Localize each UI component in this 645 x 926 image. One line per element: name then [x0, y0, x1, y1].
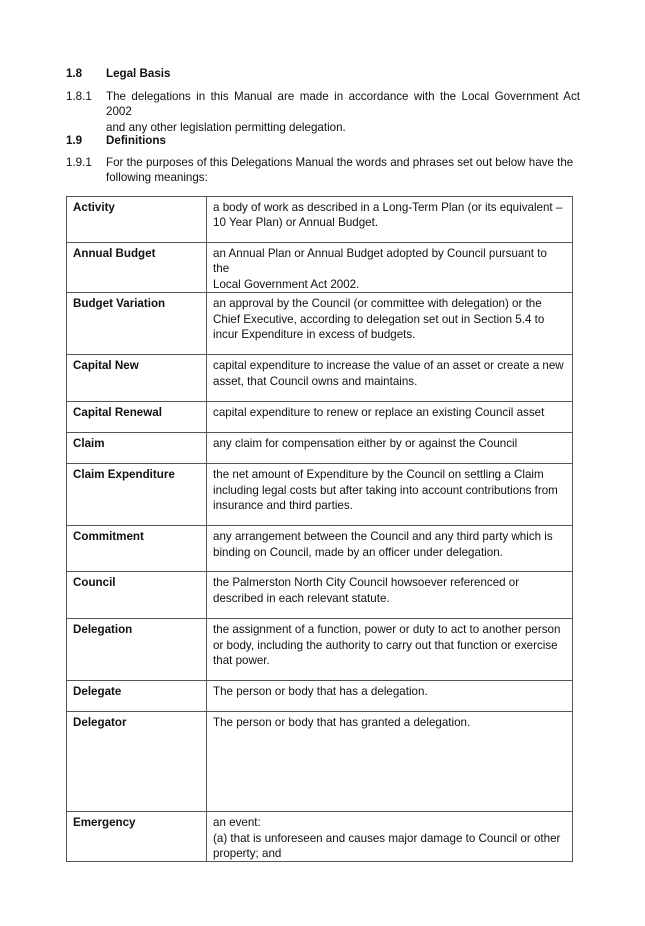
definition-line: a body of work as described in a Long-Term Plan (or its equivalent –: [213, 201, 563, 214]
definition-term: Budget Variation: [67, 293, 207, 355]
section-number: 1.9: [66, 134, 83, 147]
table-row: [67, 197, 573, 243]
section-number: 1.8: [66, 67, 83, 80]
definition-line: the net amount of Expenditure by the Council on settling a Claim: [213, 468, 544, 482]
definition-term: Capital New: [67, 355, 207, 402]
definition-text: [207, 197, 573, 243]
definition-line: binding on Council, made by an officer under delegation.: [213, 545, 503, 559]
definition-term: Activity: [67, 197, 207, 243]
definition-text: [207, 355, 573, 402]
definition-line: The person or body that has a delegation.: [213, 685, 428, 699]
definition-line: (a) that is unforeseen and causes major damage to Council or other: [213, 831, 561, 845]
definition-line: any claim for compensation either by or against the Council: [213, 437, 518, 451]
table-row: [67, 526, 573, 572]
table-row: [67, 681, 573, 712]
definition-term: Delegate: [67, 681, 207, 712]
definition-term: Claim: [67, 433, 207, 464]
definition-line: an approval by the Council (or committee with delegation) or the: [213, 297, 542, 311]
table-row: [67, 293, 573, 355]
definition-term: Delegation: [67, 619, 207, 681]
definition-line: insurance and third parties.: [213, 499, 353, 513]
section-title: Legal Basis: [106, 67, 171, 80]
definition-line: capital expenditure to renew or replace an existing Council asset: [213, 406, 545, 420]
definition-line: any arrangement between the Council and any third party which is: [213, 530, 553, 544]
paragraph-line: For the purposes of this Delegations Manual the words and phrases set out below have the: [106, 156, 574, 169]
definition-text: [207, 681, 573, 712]
definition-line: property; and: [213, 847, 282, 861]
paragraph-text: [106, 155, 580, 186]
definition-line: or body, including the authority to carry out that function or exercise: [213, 638, 558, 652]
definition-text: [207, 572, 573, 619]
definition-term: Council: [67, 572, 207, 619]
definition-term: Delegator: [67, 712, 207, 812]
definition-text: [207, 619, 573, 681]
table-row: [67, 712, 573, 812]
definition-text: [207, 812, 573, 862]
paragraph-line: and any other legislation permitting delegation.: [106, 120, 346, 134]
paragraph-text: [106, 89, 580, 135]
definition-text: [207, 243, 573, 293]
paragraph-line: following meanings:: [106, 171, 208, 185]
definition-line: described in each relevant statute.: [213, 591, 390, 605]
definition-line: an Annual Plan or Annual Budget adopted by Council pursuant to the: [213, 247, 547, 276]
table-row: [67, 464, 573, 526]
table-row: [67, 619, 573, 681]
paragraph-line: The delegations in this Manual are made in accordance with the Local Government Act 2002: [106, 90, 580, 119]
paragraph-number: 1.9.1: [66, 156, 92, 169]
definition-text: [207, 464, 573, 526]
table-row: [67, 355, 573, 402]
definition-term: Emergency: [67, 812, 207, 862]
definition-text: [207, 402, 573, 433]
definition-text: [207, 293, 573, 355]
table-row: [67, 402, 573, 433]
definition-line: that power.: [213, 654, 270, 668]
table-row: [67, 433, 573, 464]
definition-line: capital expenditure to increase the value of an asset or create a new: [213, 359, 564, 373]
definition-line: Local Government Act 2002.: [213, 277, 360, 291]
definition-term: Capital Renewal: [67, 402, 207, 433]
definition-line: an event:: [213, 816, 261, 830]
table-row: [67, 243, 573, 293]
definition-line: Chief Executive, according to delegation set out in Section 5.4 to: [213, 312, 545, 326]
table-row: [67, 812, 573, 862]
definition-line: The person or body that has granted a delegation.: [213, 716, 471, 730]
section-title: Definitions: [106, 134, 166, 147]
definition-line: including legal costs but after taking into account contributions from: [213, 483, 558, 497]
definition-text: [207, 526, 573, 572]
definition-line: incur Expenditure in excess of budgets.: [213, 328, 416, 342]
definition-text: [207, 433, 573, 464]
paragraph-number: 1.8.1: [66, 90, 92, 103]
definition-term: Commitment: [67, 526, 207, 572]
definition-line: the Palmerston North City Council howsoever referenced or: [213, 576, 520, 590]
table-row: [67, 572, 573, 619]
definition-text: [207, 712, 573, 812]
definition-term: Claim Expenditure: [67, 464, 207, 526]
definitions-table: [66, 196, 573, 862]
definition-line: 10 Year Plan) or Annual Budget.: [213, 216, 379, 230]
definition-line: the assignment of a function, power or duty to act to another person: [213, 623, 561, 637]
definition-term: Annual Budget: [67, 243, 207, 293]
definition-line: asset, that Council owns and maintains.: [213, 374, 418, 388]
